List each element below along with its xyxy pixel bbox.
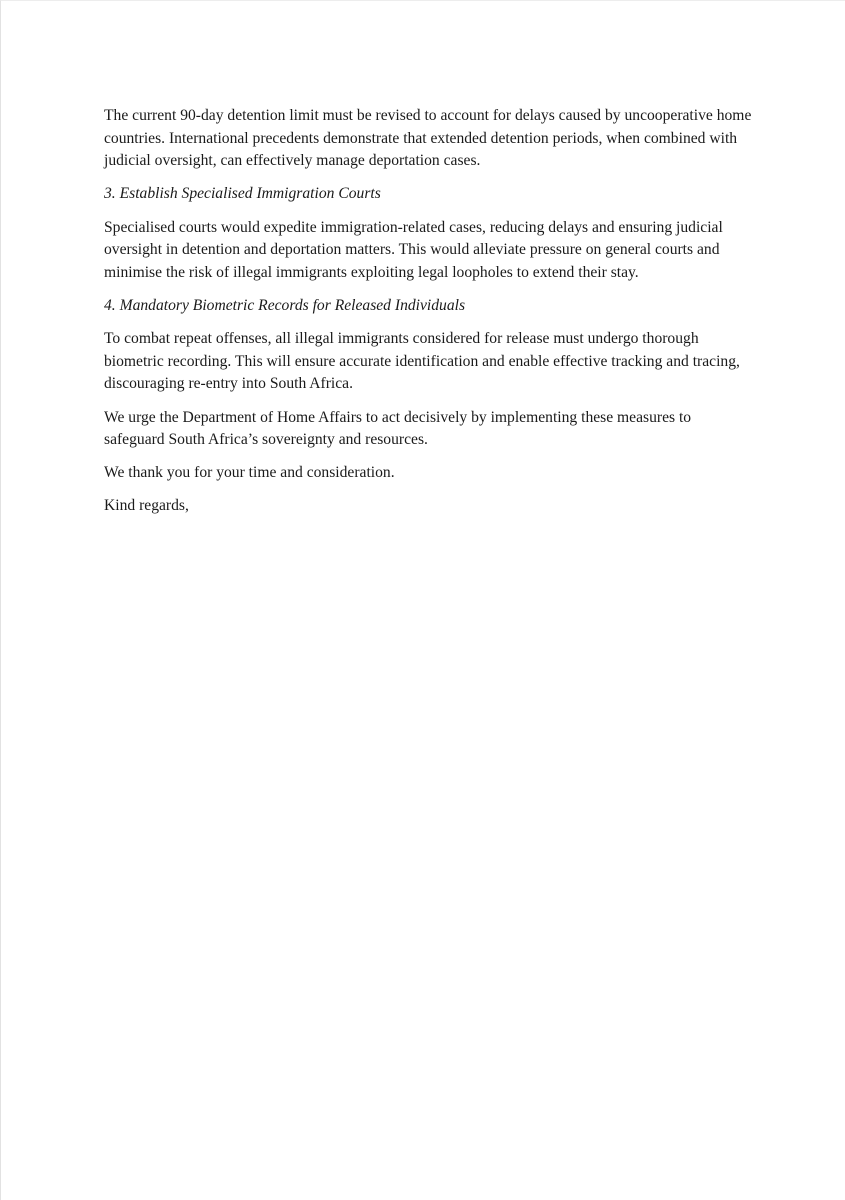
section-heading-biometric-records: 4. Mandatory Biometric Records for Released Individuals (104, 296, 466, 314)
section-heading-specialised-courts: 3. Establish Specialised Immigration Courts (104, 185, 381, 203)
specialised-courts-paragraph: Specialised courts would expedite immigration-related cases, reducing delays and ensuring judicial oversight in detention and deportation matters. This would alleviate pressure on general courts and minimise the risk of illegal immigrants exploiting legal loopholes to extend their stay. (104, 218, 723, 281)
biometric-records-paragraph: To combat repeat offenses, all illegal immigrants considered for release must undergo thorough biometric recording. This will ensure accurate identification and enable effective tracking and tracing, discouraging re-entry into South Africa. (104, 330, 740, 393)
urge-action-paragraph: We urge the Department of Home Affairs to act decisively by implementing these measures to safeguard South Africa’s sovereignty and resources. (104, 408, 692, 449)
closing-salutation: Kind regards, (104, 497, 189, 515)
thank-you-paragraph: We thank you for your time and consideration. (104, 464, 395, 482)
detention-limit-paragraph: The current 90-day detention limit must be revised to account for delays caused by uncooperative home countries. International precedents demonstrate that extended detention periods, when combined with judicial oversight, can effectively manage deportation cases. (104, 107, 752, 170)
document-body (104, 105, 754, 529)
